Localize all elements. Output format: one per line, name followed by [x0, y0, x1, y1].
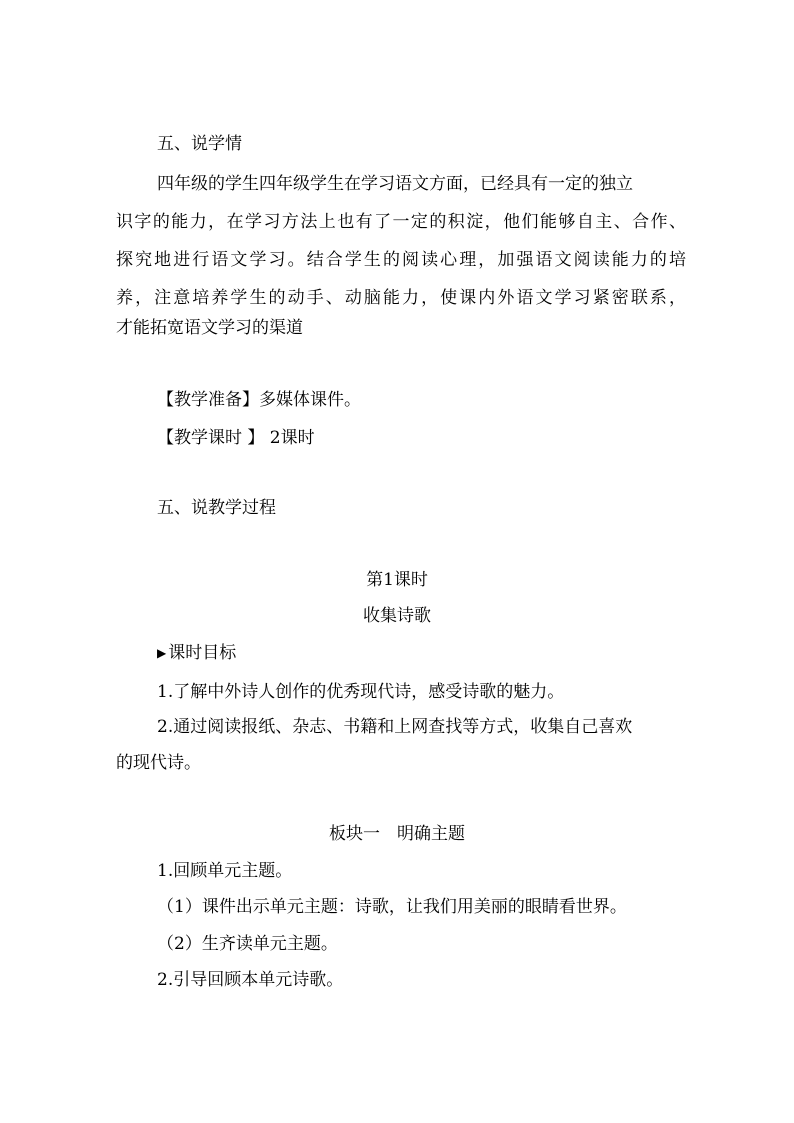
step-subitem: （2）生齐读单元主题。 [157, 934, 338, 954]
paragraph-line: 才能拓宽语文学习的渠道 [116, 318, 303, 338]
section-heading-teaching-process: 五、说教学过程 [157, 498, 276, 518]
paragraph-line: 识字的能力，在学习方法上也有了一定的积淀，他们能够自主、合作、 [116, 212, 686, 232]
teaching-period-count: 【教学课时 】 2课时 [157, 428, 315, 448]
step-subitem: （1）课件出示单元主题：诗歌，让我们用美丽的眼睛看世界。 [157, 897, 627, 917]
goal-item-continuation: 的现代诗。 [116, 753, 201, 773]
section-heading-student-analysis: 五、说学情 [157, 134, 242, 154]
goal-item: 1.了解中外诗人创作的优秀现代诗，感受诗歌的魅力。 [157, 682, 565, 702]
goals-heading [157, 643, 236, 663]
goal-item: 2.通过阅读报纸、杂志、书籍和上网查找等方式，收集自己喜欢 [157, 717, 633, 737]
step-item: 2.引导回顾本单元诗歌。 [157, 970, 344, 990]
block-title: 板块一 明确主题 [329, 824, 465, 844]
goals-heading-label: 课时目标 [168, 643, 237, 663]
paragraph-line: 养，注意培养学生的动手、动脑能力，使课内外语文学习紧密联系， [116, 288, 686, 308]
lesson-subtitle: 收集诗歌 [363, 606, 431, 626]
lesson-title: 第1课时 [366, 570, 428, 590]
step-item: 1.回顾单元主题。 [157, 861, 293, 881]
triangle-bullet-icon: ▶ [157, 646, 167, 660]
paragraph-line: 四年级的学生四年级学生在学习语文方面，已经具有一定的独立 [157, 174, 633, 194]
paragraph-line: 探究地进行语文学习。结合学生的阅读心理，加强语文阅读能力的培 [116, 250, 686, 270]
teaching-preparation: 【教学准备】多媒体课件。 [157, 390, 361, 410]
